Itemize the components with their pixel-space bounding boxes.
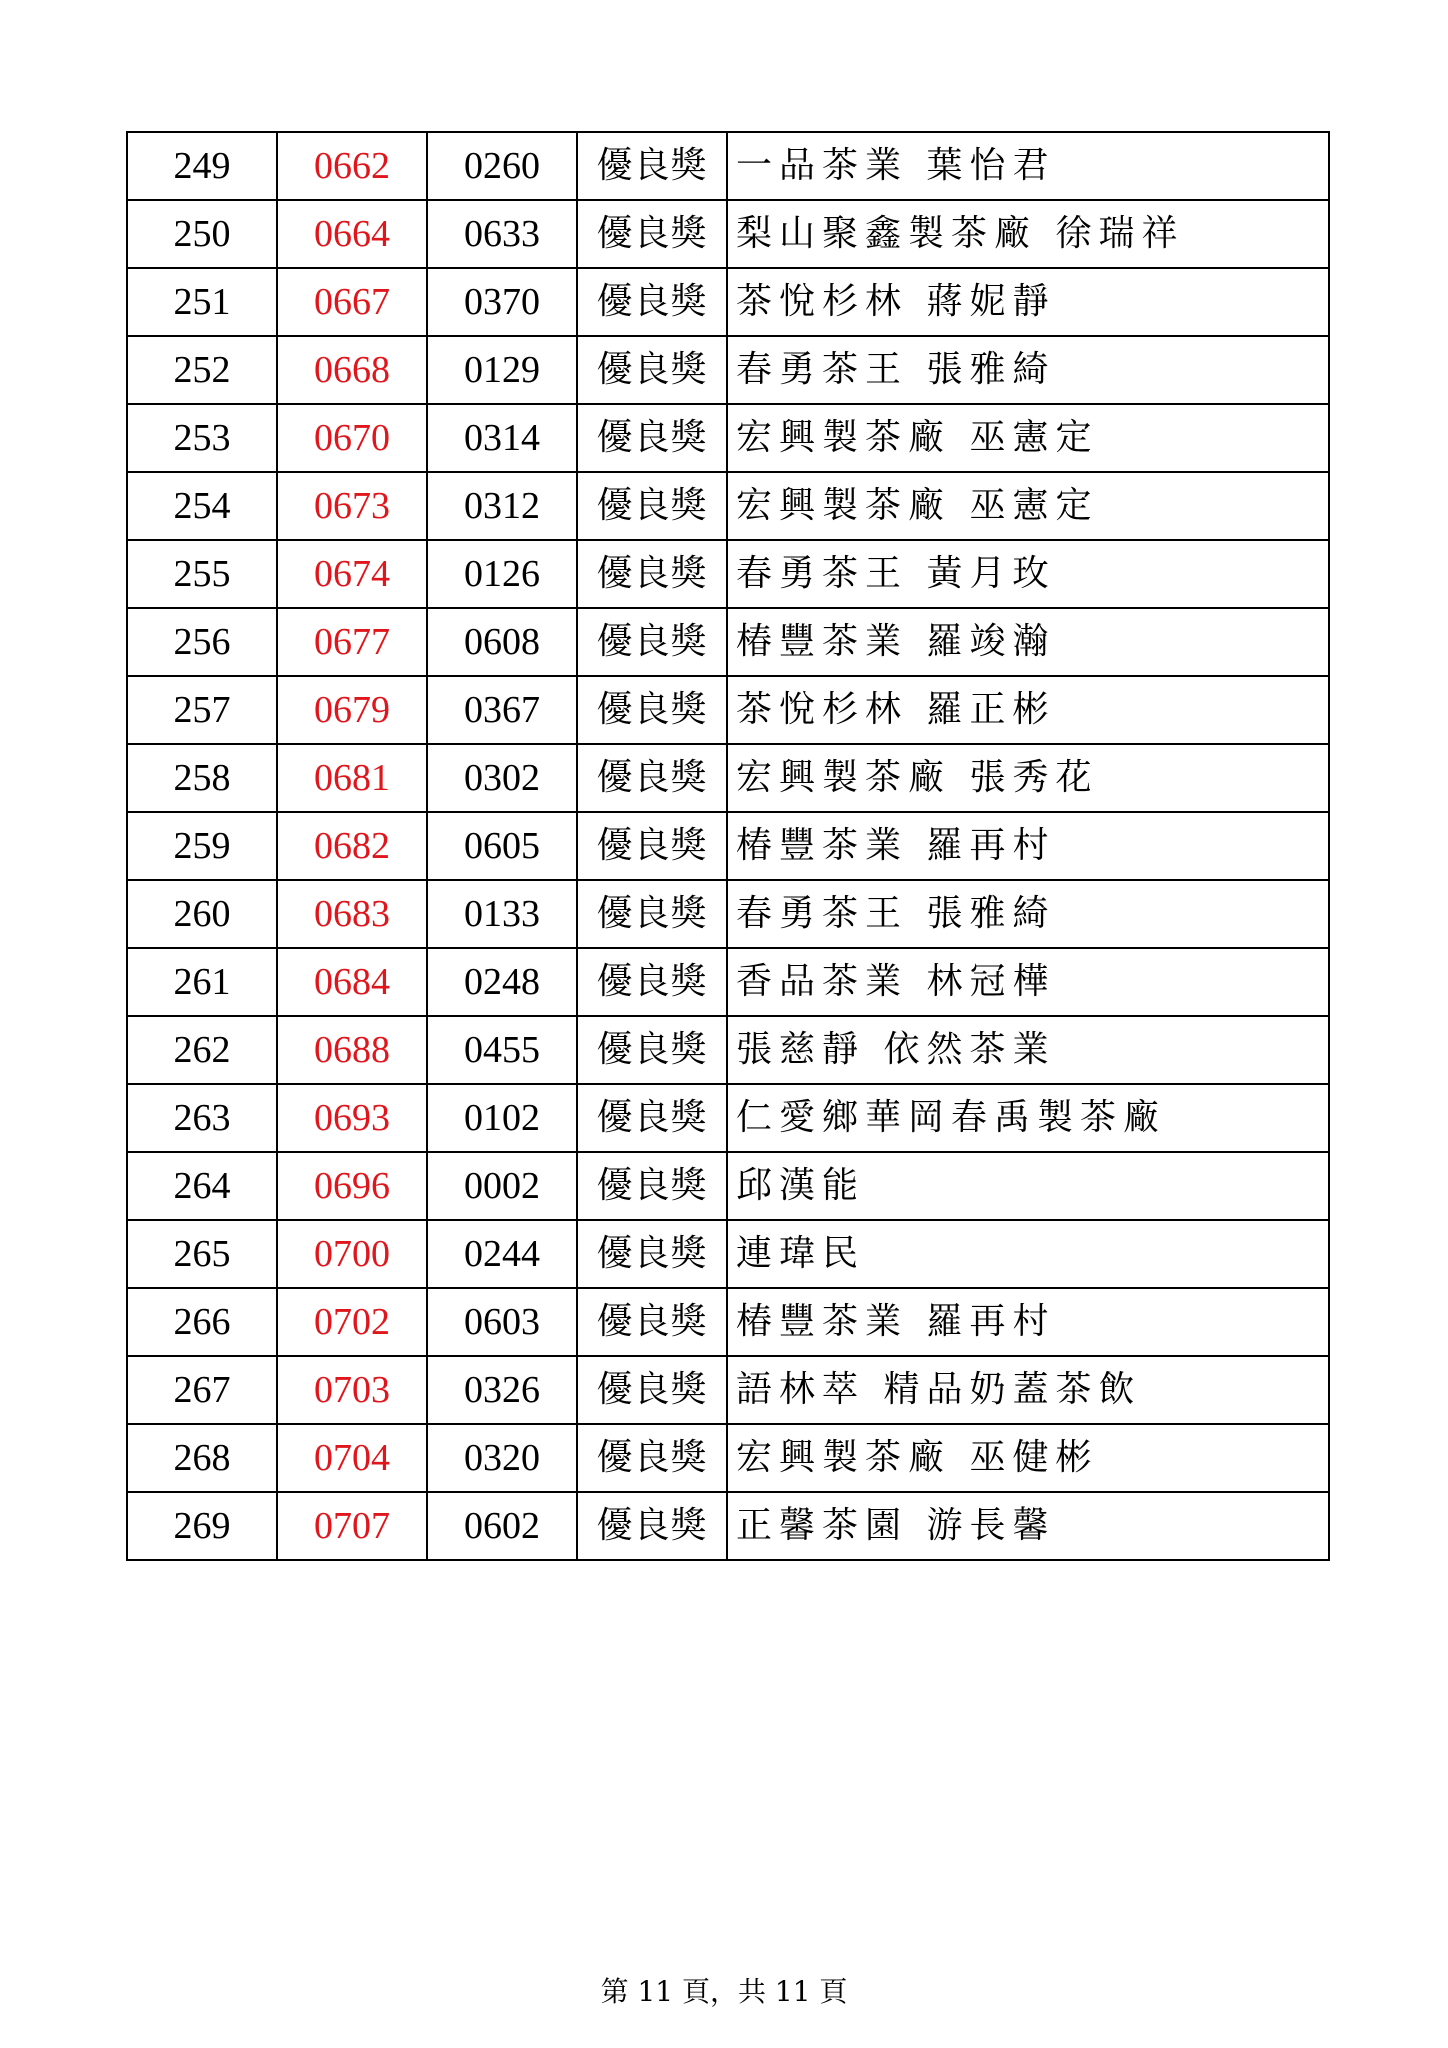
- seq-cell: 266: [127, 1288, 277, 1356]
- results-table-body: [127, 132, 1329, 1560]
- seq-cell: 259: [127, 812, 277, 880]
- award-cell: 優良獎: [577, 1424, 727, 1492]
- seq-cell: 250: [127, 200, 277, 268]
- seq-cell: 256: [127, 608, 277, 676]
- seq-cell: 263: [127, 1084, 277, 1152]
- award-cell: 優良獎: [577, 404, 727, 472]
- sample-number-cell: 0603: [427, 1288, 577, 1356]
- seq-cell: 260: [127, 880, 277, 948]
- table-row: [127, 472, 1329, 540]
- table-row: [127, 812, 1329, 880]
- award-cell: 優良獎: [577, 1356, 727, 1424]
- sample-number-cell: 0326: [427, 1356, 577, 1424]
- table-row: [127, 880, 1329, 948]
- award-cell: 優良獎: [577, 336, 727, 404]
- sample-number-cell: 0605: [427, 812, 577, 880]
- winner-name-cell: 宏興製茶廠 巫健彬: [727, 1424, 1329, 1492]
- table-row: [127, 1424, 1329, 1492]
- seq-cell: 255: [127, 540, 277, 608]
- award-cell: 優良獎: [577, 1220, 727, 1288]
- award-cell: 優良獎: [577, 268, 727, 336]
- table-row: [127, 608, 1329, 676]
- award-cell: 優良獎: [577, 1152, 727, 1220]
- entry-code-cell: 0683: [277, 880, 427, 948]
- entry-code-cell: 0667: [277, 268, 427, 336]
- table-row: [127, 1356, 1329, 1424]
- sample-number-cell: 0312: [427, 472, 577, 540]
- entry-code-cell: 0673: [277, 472, 427, 540]
- table-row: [127, 1492, 1329, 1560]
- award-cell: 優良獎: [577, 1084, 727, 1152]
- sample-number-cell: 0244: [427, 1220, 577, 1288]
- award-cell: 優良獎: [577, 200, 727, 268]
- winner-name-cell: 春勇茶王 黃月玫: [727, 540, 1329, 608]
- page-number-label: 第 11 頁，共 11 頁: [600, 1975, 848, 2008]
- table-row: [127, 268, 1329, 336]
- table-row: [127, 1084, 1329, 1152]
- table-row: [127, 200, 1329, 268]
- award-cell: 優良獎: [577, 1016, 727, 1084]
- winner-name-cell: 梨山聚鑫製茶廠 徐瑞祥: [727, 200, 1329, 268]
- award-cell: 優良獎: [577, 1492, 727, 1560]
- sample-number-cell: 0302: [427, 744, 577, 812]
- entry-code-cell: 0702: [277, 1288, 427, 1356]
- table-row: [127, 744, 1329, 812]
- entry-code-cell: 0664: [277, 200, 427, 268]
- winner-name-cell: 邱漢能: [727, 1152, 1329, 1220]
- winner-name-cell: 語林萃 精品奶蓋茶飲: [727, 1356, 1329, 1424]
- sample-number-cell: 0370: [427, 268, 577, 336]
- seq-cell: 252: [127, 336, 277, 404]
- seq-cell: 269: [127, 1492, 277, 1560]
- table-row: [127, 948, 1329, 1016]
- table-row: [127, 540, 1329, 608]
- award-cell: 優良獎: [577, 1288, 727, 1356]
- sample-number-cell: 0260: [427, 132, 577, 200]
- table-row: [127, 404, 1329, 472]
- table-row: [127, 1288, 1329, 1356]
- seq-cell: 253: [127, 404, 277, 472]
- table-row: [127, 336, 1329, 404]
- sample-number-cell: 0455: [427, 1016, 577, 1084]
- entry-code-cell: 0696: [277, 1152, 427, 1220]
- award-cell: 優良獎: [577, 132, 727, 200]
- seq-cell: 267: [127, 1356, 277, 1424]
- award-cell: 優良獎: [577, 608, 727, 676]
- winner-name-cell: 香品茶業 林冠樺: [727, 948, 1329, 1016]
- results-table: [126, 131, 1330, 1561]
- sample-number-cell: 0320: [427, 1424, 577, 1492]
- award-cell: 優良獎: [577, 540, 727, 608]
- seq-cell: 251: [127, 268, 277, 336]
- winner-name-cell: 春勇茶王 張雅綺: [727, 336, 1329, 404]
- table-row: [127, 1016, 1329, 1084]
- award-cell: 優良獎: [577, 812, 727, 880]
- winner-name-cell: 椿豐茶業 羅再村: [727, 1288, 1329, 1356]
- entry-code-cell: 0688: [277, 1016, 427, 1084]
- winner-name-cell: 宏興製茶廠 巫憲定: [727, 472, 1329, 540]
- entry-code-cell: 0677: [277, 608, 427, 676]
- entry-code-cell: 0684: [277, 948, 427, 1016]
- award-cell: 優良獎: [577, 948, 727, 1016]
- winner-name-cell: 椿豐茶業 羅再村: [727, 812, 1329, 880]
- seq-cell: 258: [127, 744, 277, 812]
- table-row: [127, 132, 1329, 200]
- winner-name-cell: 連瑋民: [727, 1220, 1329, 1288]
- entry-code-cell: 0693: [277, 1084, 427, 1152]
- seq-cell: 265: [127, 1220, 277, 1288]
- table-row: [127, 1220, 1329, 1288]
- sample-number-cell: 0133: [427, 880, 577, 948]
- winner-name-cell: 正馨茶園 游長馨: [727, 1492, 1329, 1560]
- winner-name-cell: 茶悅杉林 蔣妮靜: [727, 268, 1329, 336]
- winner-name-cell: 宏興製茶廠 張秀花: [727, 744, 1329, 812]
- winner-name-cell: 茶悅杉林 羅正彬: [727, 676, 1329, 744]
- winner-name-cell: 張慈靜 依然茶業: [727, 1016, 1329, 1084]
- award-cell: 優良獎: [577, 676, 727, 744]
- entry-code-cell: 0662: [277, 132, 427, 200]
- page-footer: [0, 1970, 1448, 2010]
- entry-code-cell: 0682: [277, 812, 427, 880]
- entry-code-cell: 0700: [277, 1220, 427, 1288]
- sample-number-cell: 0314: [427, 404, 577, 472]
- seq-cell: 249: [127, 132, 277, 200]
- sample-number-cell: 0126: [427, 540, 577, 608]
- award-cell: 優良獎: [577, 472, 727, 540]
- table-row: [127, 676, 1329, 744]
- seq-cell: 257: [127, 676, 277, 744]
- seq-cell: 254: [127, 472, 277, 540]
- entry-code-cell: 0668: [277, 336, 427, 404]
- winner-name-cell: 一品茶業 葉怡君: [727, 132, 1329, 200]
- seq-cell: 264: [127, 1152, 277, 1220]
- entry-code-cell: 0703: [277, 1356, 427, 1424]
- sample-number-cell: 0608: [427, 608, 577, 676]
- sample-number-cell: 0129: [427, 336, 577, 404]
- entry-code-cell: 0681: [277, 744, 427, 812]
- table-row: [127, 1152, 1329, 1220]
- entry-code-cell: 0670: [277, 404, 427, 472]
- award-cell: 優良獎: [577, 744, 727, 812]
- winner-name-cell: 仁愛鄉華岡春禹製茶廠: [727, 1084, 1329, 1152]
- sample-number-cell: 0002: [427, 1152, 577, 1220]
- sample-number-cell: 0633: [427, 200, 577, 268]
- sample-number-cell: 0102: [427, 1084, 577, 1152]
- seq-cell: 268: [127, 1424, 277, 1492]
- seq-cell: 261: [127, 948, 277, 1016]
- winner-name-cell: 椿豐茶業 羅竣瀚: [727, 608, 1329, 676]
- award-cell: 優良獎: [577, 880, 727, 948]
- winner-name-cell: 春勇茶王 張雅綺: [727, 880, 1329, 948]
- sample-number-cell: 0602: [427, 1492, 577, 1560]
- entry-code-cell: 0679: [277, 676, 427, 744]
- entry-code-cell: 0674: [277, 540, 427, 608]
- sample-number-cell: 0248: [427, 948, 577, 1016]
- entry-code-cell: 0707: [277, 1492, 427, 1560]
- sample-number-cell: 0367: [427, 676, 577, 744]
- seq-cell: 262: [127, 1016, 277, 1084]
- entry-code-cell: 0704: [277, 1424, 427, 1492]
- winner-name-cell: 宏興製茶廠 巫憲定: [727, 404, 1329, 472]
